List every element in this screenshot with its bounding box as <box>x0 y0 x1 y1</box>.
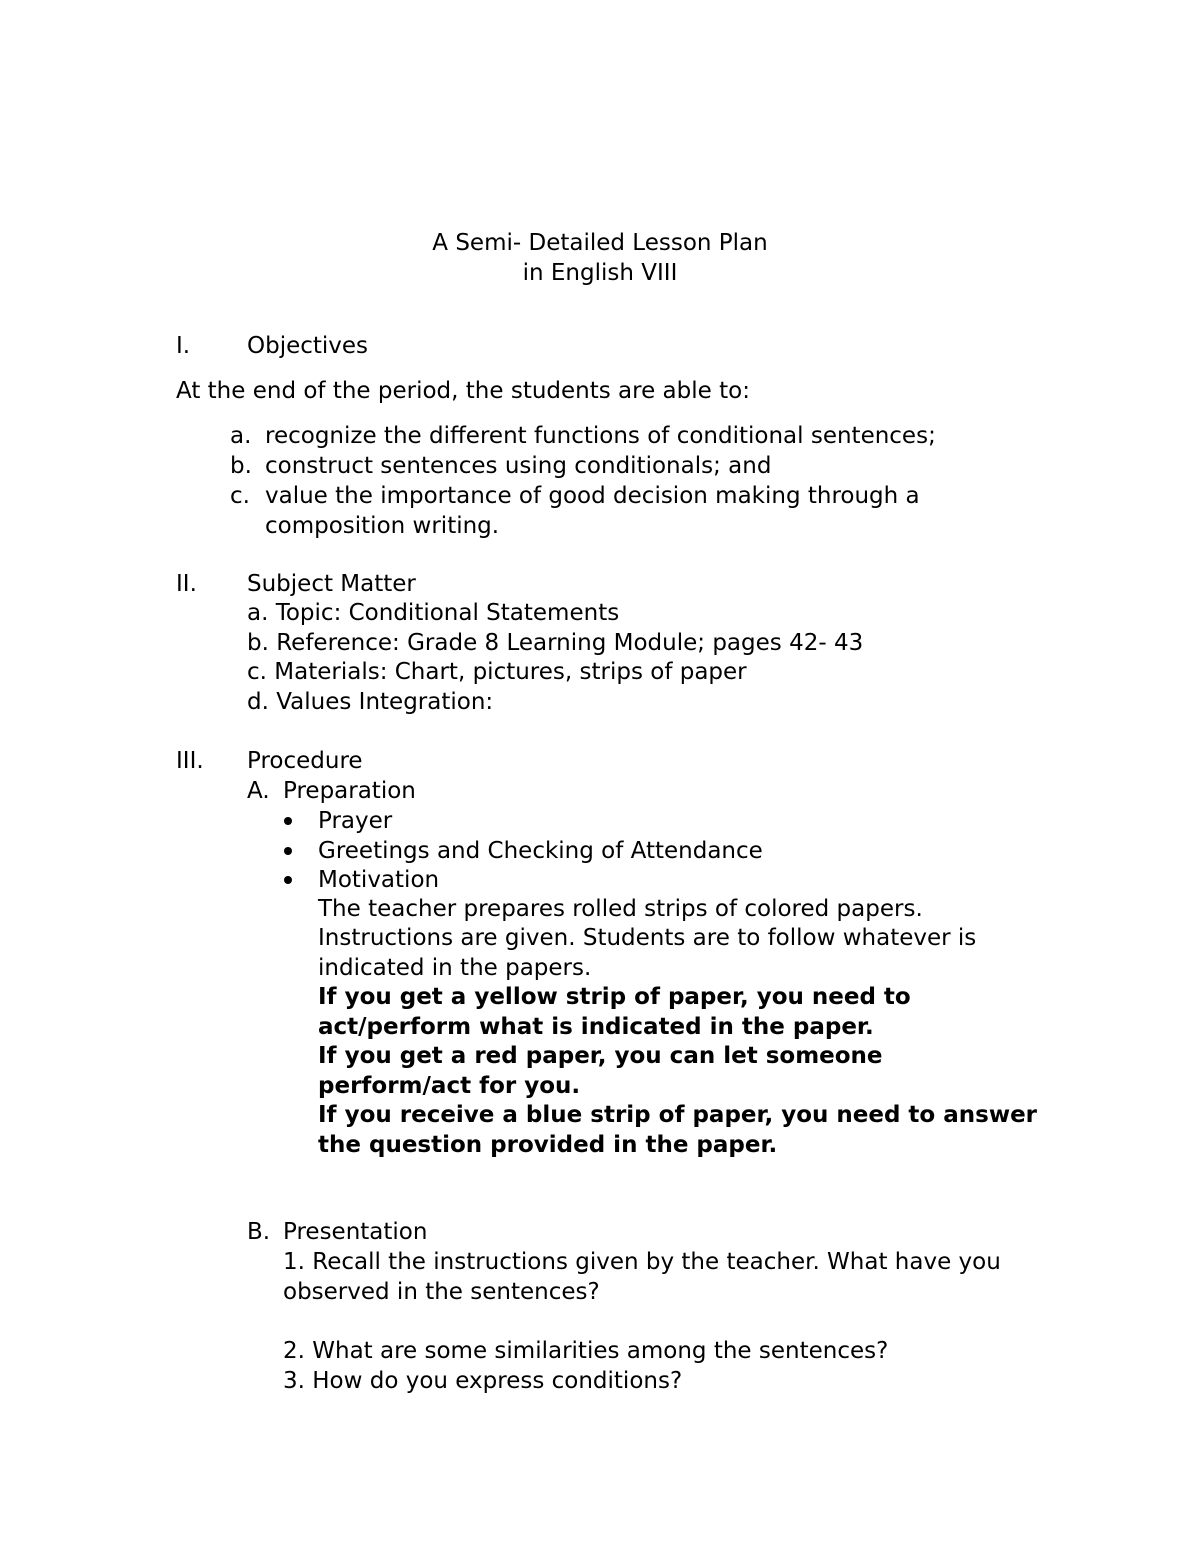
section-heading-objectives: Objectives <box>247 333 369 359</box>
presentation-question: observed in the sentences? <box>283 1279 600 1305</box>
instruction-text: If you get a yellow strip of paper, you need to <box>318 984 911 1010</box>
instruction-text: perform/act for you. <box>318 1073 581 1099</box>
document-title: A Semi- Detailed Lesson Plan <box>432 230 768 256</box>
section-heading-subject-matter: Subject Matter <box>247 571 416 597</box>
bullet-item: Greetings and Checking of Attendance <box>318 838 763 864</box>
subject-matter-materials: c. Materials: Chart, pictures, strips of paper <box>247 659 747 685</box>
instruction-text: the question provided in the paper. <box>318 1132 778 1158</box>
document-subtitle: in English VIII <box>522 260 678 286</box>
objective-marker: b. <box>230 453 252 479</box>
bullet-item: Motivation <box>318 867 440 893</box>
section-numeral-procedure: III. <box>176 748 204 774</box>
preparation-marker: A. <box>247 778 270 804</box>
presentation-question: 2. What are some similarities among the sentences? <box>283 1338 889 1364</box>
objective-marker: c. <box>230 483 250 509</box>
objective-item: recognize the different functions of conditional sentences; <box>265 423 936 449</box>
objective-item-continued: composition writing. <box>265 513 500 539</box>
bullet-icon <box>284 847 292 855</box>
instruction-text: If you get a red paper, you can let someone <box>318 1043 883 1069</box>
objective-item: construct sentences using conditionals; and <box>265 453 772 479</box>
motivation-text: indicated in the papers. <box>318 955 592 981</box>
objectives-intro: At the end of the period, the students are able to: <box>176 378 750 404</box>
instruction-text: act/perform what is indicated in the paper. <box>318 1014 874 1040</box>
bullet-icon <box>284 876 292 884</box>
motivation-text: The teacher prepares rolled strips of colored papers. <box>318 896 923 922</box>
presentation-label: Presentation <box>283 1219 428 1245</box>
motivation-text: Instructions are given. Students are to follow whatever is <box>318 925 977 951</box>
section-numeral-objectives: I. <box>176 333 191 359</box>
subject-matter-topic: a. Topic: Conditional Statements <box>247 600 620 626</box>
presentation-marker: B. <box>247 1219 271 1245</box>
presentation-question: 3. How do you express conditions? <box>283 1368 683 1394</box>
objective-item: value the importance of good decision making through a <box>265 483 920 509</box>
section-heading-procedure: Procedure <box>247 748 363 774</box>
bullet-icon <box>284 817 292 825</box>
instruction-text: If you receive a blue strip of paper, you need to answer <box>318 1102 1038 1128</box>
preparation-label: Preparation <box>283 778 416 804</box>
bullet-item: Prayer <box>318 808 393 834</box>
subject-matter-values: d. Values Integration: <box>247 689 494 715</box>
objective-marker: a. <box>230 423 252 449</box>
presentation-question: 1. Recall the instructions given by the teacher. What have you <box>283 1249 1001 1275</box>
section-numeral-subject-matter: II. <box>176 571 197 597</box>
subject-matter-reference: b. Reference: Grade 8 Learning Module; pages 42- 43 <box>247 630 864 656</box>
